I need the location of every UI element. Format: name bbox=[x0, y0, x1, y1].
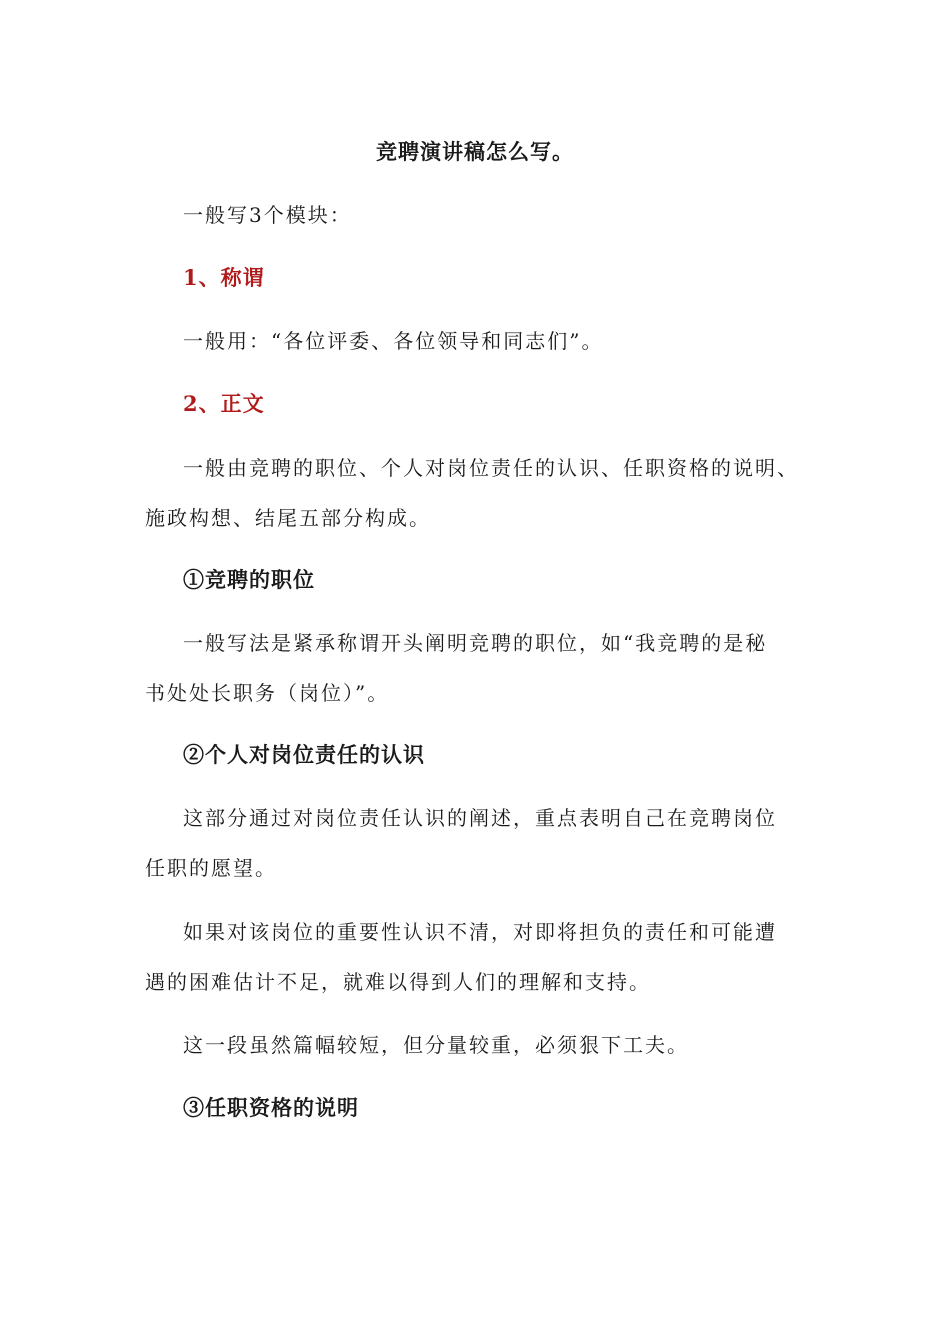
responsibility-paragraph-line: 如果对该岗位的重要性认识不清，对即将担负的责任和可能遭 bbox=[183, 920, 777, 944]
section-heading-salutation: 1、称谓 bbox=[183, 265, 265, 290]
body-paragraph-line: 一般由竞聘的职位、个人对岗位责任的认识、任职资格的说明、 bbox=[183, 456, 799, 480]
salutation-paragraph: 一般用：“各位评委、各位领导和同志们”。 bbox=[183, 329, 604, 353]
intro-paragraph: 一般写3个模块： bbox=[183, 203, 352, 227]
responsibility-paragraph-line: 这部分通过对岗位责任认识的阐述，重点表明自己在竞聘岗位 bbox=[183, 806, 777, 830]
responsibility-paragraph-line: 这一段虽然篇幅较短，但分量较重，必须狠下工夫。 bbox=[183, 1033, 689, 1057]
position-paragraph-line: 一般写法是紧承称谓开头阐明竞聘的职位，如“我竞聘的是秘 bbox=[183, 631, 768, 655]
position-paragraph-line: 书处处长职务（岗位）”。 bbox=[145, 681, 390, 705]
body-paragraph-line: 施政构想、结尾五部分构成。 bbox=[145, 506, 431, 530]
responsibility-paragraph-line: 任职的愿望。 bbox=[145, 856, 277, 880]
subheading-qualification: ③任职资格的说明 bbox=[183, 1095, 359, 1120]
section-heading-body: 2、正文 bbox=[183, 391, 265, 416]
subheading-responsibility: ②个人对岗位责任的认识 bbox=[183, 742, 425, 767]
document-title: 竞聘演讲稿怎么写。 bbox=[376, 139, 574, 164]
subheading-position: ①竞聘的职位 bbox=[183, 567, 315, 592]
responsibility-paragraph-line: 遇的困难估计不足，就难以得到人们的理解和支持。 bbox=[145, 970, 651, 994]
